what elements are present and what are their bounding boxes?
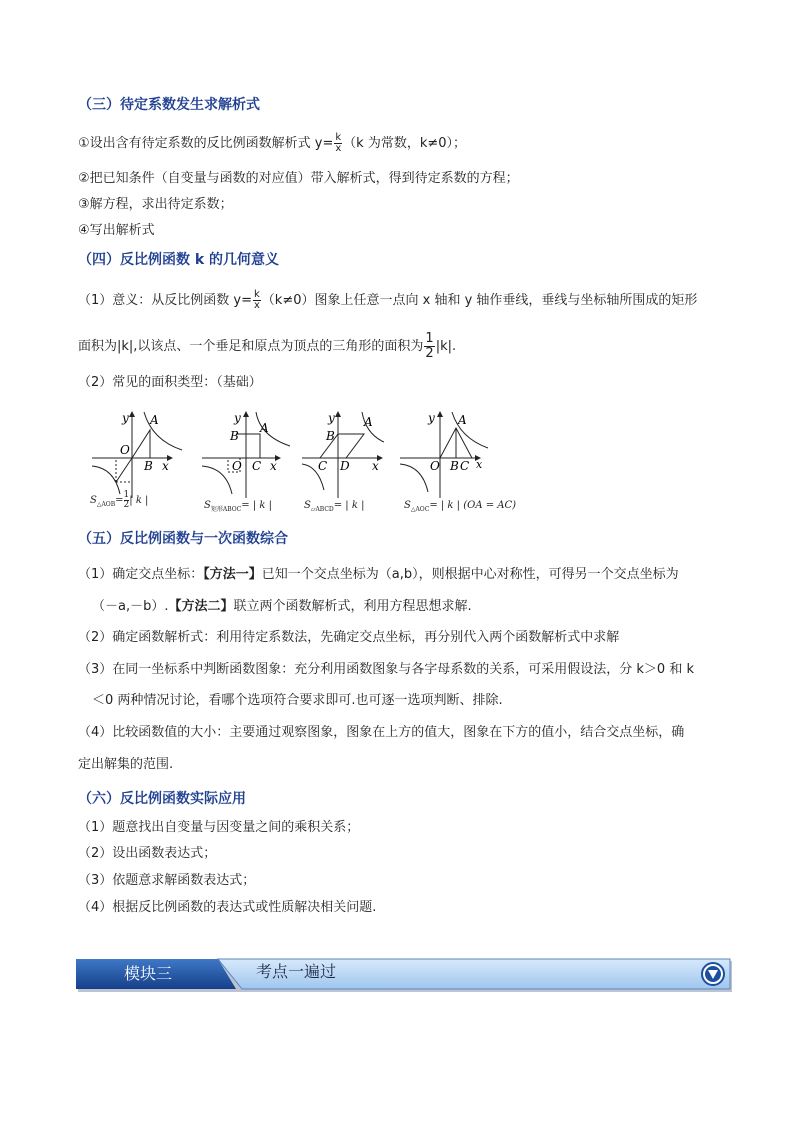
fraction-den: 2 xyxy=(425,346,434,361)
point1-d: 联立两个函数解析式，利用方程思想求解. xyxy=(233,599,472,614)
section-6-point-2: （2）设出函数表达式； xyxy=(78,846,217,861)
caption-s: S xyxy=(204,500,211,511)
fraction-den: x xyxy=(253,300,260,311)
section-4-meaning-line-1 xyxy=(78,290,697,311)
section-4-meaning-line-2 xyxy=(78,332,456,361)
label-c: C xyxy=(460,459,470,473)
label-d: D xyxy=(340,459,350,473)
step1-post: （k 为常数，k≠0）； xyxy=(343,136,467,151)
section-6-title: （六）反比例函数实际应用 xyxy=(78,791,246,807)
section-5-point-3: （3）在同一坐标系中判断函数图象：充分利用函数图象与各字母系数的关系，可采用假设法，分 k＞0 和 k xyxy=(78,662,694,677)
step1-pre: ①设出含有待定系数的反比例函数解析式 y= xyxy=(78,136,334,151)
line-through-origin xyxy=(116,458,132,482)
label-a: A xyxy=(364,415,373,429)
label-c: C xyxy=(318,459,328,473)
caption-post: = | k | xyxy=(333,500,365,511)
section-3-step-1 xyxy=(78,133,466,154)
section-5-title: （五）反比例函数与一次函数综合 xyxy=(78,531,288,547)
section-5-point-3-cont: ＜0 两种情况讨论，看哪个选项符合要求即可.也可逐一选项判断、排除. xyxy=(92,693,503,708)
label-b: B xyxy=(144,459,153,473)
label-o: O xyxy=(430,459,440,473)
chevron-down-circle-icon[interactable] xyxy=(702,963,724,985)
meaning-b-post: |k|. xyxy=(435,339,457,354)
method-2-tag: 【方法二】 xyxy=(168,599,234,614)
rectangle-aboc xyxy=(246,434,260,458)
section-5-point-2: （2）确定函数解析式：利用待定系数法，先确定交点坐标，再分别代入两个函数解析式中求解 xyxy=(78,630,620,645)
module-title: 考点一遍过 xyxy=(256,962,337,981)
point1-b: 已知一个交点坐标为（a,b），则根据中心对称性，可得另一个交点坐标为 xyxy=(261,567,679,582)
hyperbola-branch-3 xyxy=(202,466,232,494)
label-x: x xyxy=(270,459,277,473)
point1-a: （1）确定交点坐标： xyxy=(78,567,204,582)
section-5-point-1 xyxy=(78,566,679,584)
caption-s: S xyxy=(404,500,411,511)
label-o: O xyxy=(232,459,242,473)
label-b: B xyxy=(450,459,459,473)
caption-triangle-aob xyxy=(90,491,148,510)
section-6-point-4: （4）根据反比例函数的表达式或性质解决相关问题. xyxy=(78,900,377,915)
label-y: y xyxy=(234,411,241,425)
section-6-point-1: （1）题意找出自变量与因变量之间的乘积关系； xyxy=(78,820,360,835)
label-x: x xyxy=(476,458,483,471)
fraction-k-over-x xyxy=(334,133,342,154)
caption-sub: 矩形ABOC xyxy=(210,506,242,513)
caption-eq: = xyxy=(115,495,124,506)
section-6-point-3: （3）依题意求解函数表达式； xyxy=(78,873,256,888)
label-b: B xyxy=(326,429,335,443)
caption-s: S xyxy=(304,500,311,511)
label-x: x xyxy=(162,459,169,473)
point1-c: （－a,－b）. xyxy=(92,599,169,614)
module-banner xyxy=(76,958,734,994)
fraction-den: x xyxy=(335,143,342,154)
section-3-step-4: ④写出解析式 xyxy=(78,223,155,238)
section-4-title: （四）反比例函数 k 的几何意义 xyxy=(78,252,280,268)
triangle-aob xyxy=(132,430,150,458)
method-1-tag: 【方法一】 xyxy=(203,567,262,582)
hyperbola-branch-3 xyxy=(400,464,428,492)
section-3-title: （三）待定系数发生求解析式 xyxy=(78,97,260,113)
meaning-pre: （1）意义：从反比例函数 y= xyxy=(78,293,252,308)
fraction-k-over-x xyxy=(253,290,261,311)
diagram-triangle-aob xyxy=(88,406,188,500)
diagram-rectangle-aboc xyxy=(198,406,294,500)
caption-sub: △AOC xyxy=(410,506,430,513)
diagram-parallelogram-abcd xyxy=(298,406,388,500)
section-5-point-4-cont: 定出解集的范围. xyxy=(78,757,174,772)
fraction-num: 1 xyxy=(425,331,434,346)
section-5-point-4: （4）比较函数值的大小：主要通过观察图象，图象在上方的值大，图象在下方的值小，结合交点坐标，确 xyxy=(78,725,685,740)
caption-triangle-aoc xyxy=(404,500,516,513)
label-x: x xyxy=(372,459,379,473)
label-y: y xyxy=(428,411,435,425)
caption-sub: ▱ABCD xyxy=(310,506,334,513)
label-b: B xyxy=(230,429,239,443)
fraction-num: k xyxy=(335,132,342,143)
caption-fraction-den: 2 xyxy=(123,500,130,510)
caption-post: | k | xyxy=(129,495,149,506)
section-3-step-3: ③解方程，求出待定系数； xyxy=(78,197,233,212)
section-4-area-types: （2）常见的面积类型：（基础） xyxy=(78,375,262,390)
module-label: 模块三 xyxy=(124,964,173,983)
caption-post: = | k | xyxy=(241,500,272,511)
label-y: y xyxy=(328,411,335,425)
label-a: A xyxy=(458,413,467,427)
caption-sub: △AOB xyxy=(96,501,116,508)
meaning-post: （k≠0）图象上任意一点向 x 轴和 y 轴作垂线，垂线与坐标轴所围成的矩形 xyxy=(261,293,698,308)
label-a: A xyxy=(150,413,159,427)
section-5-point-1-cont xyxy=(92,598,472,616)
label-a: A xyxy=(260,421,269,435)
caption-parallelogram-abcd xyxy=(304,500,364,513)
caption-fraction-num: 1 xyxy=(123,490,130,500)
section-3-step-2: ②把已知条件（自变量与函数的对应值）带入解析式，得到待定系数的方程； xyxy=(78,171,519,186)
fraction-num: k xyxy=(254,289,260,300)
diagram-triangle-aoc xyxy=(396,406,492,500)
meaning-b-pre: 面积为|k|,以该点、一个垂足和原点为顶点的三角形的面积为 xyxy=(78,339,424,354)
label-y: y xyxy=(122,411,129,425)
caption-rectangle-aboc xyxy=(204,500,272,513)
label-c: C xyxy=(252,459,262,473)
caption-s: S xyxy=(90,495,97,506)
caption-post: = | k | (OA = AC) xyxy=(429,500,517,511)
label-o: O xyxy=(120,443,130,457)
fraction-one-half xyxy=(424,332,434,361)
